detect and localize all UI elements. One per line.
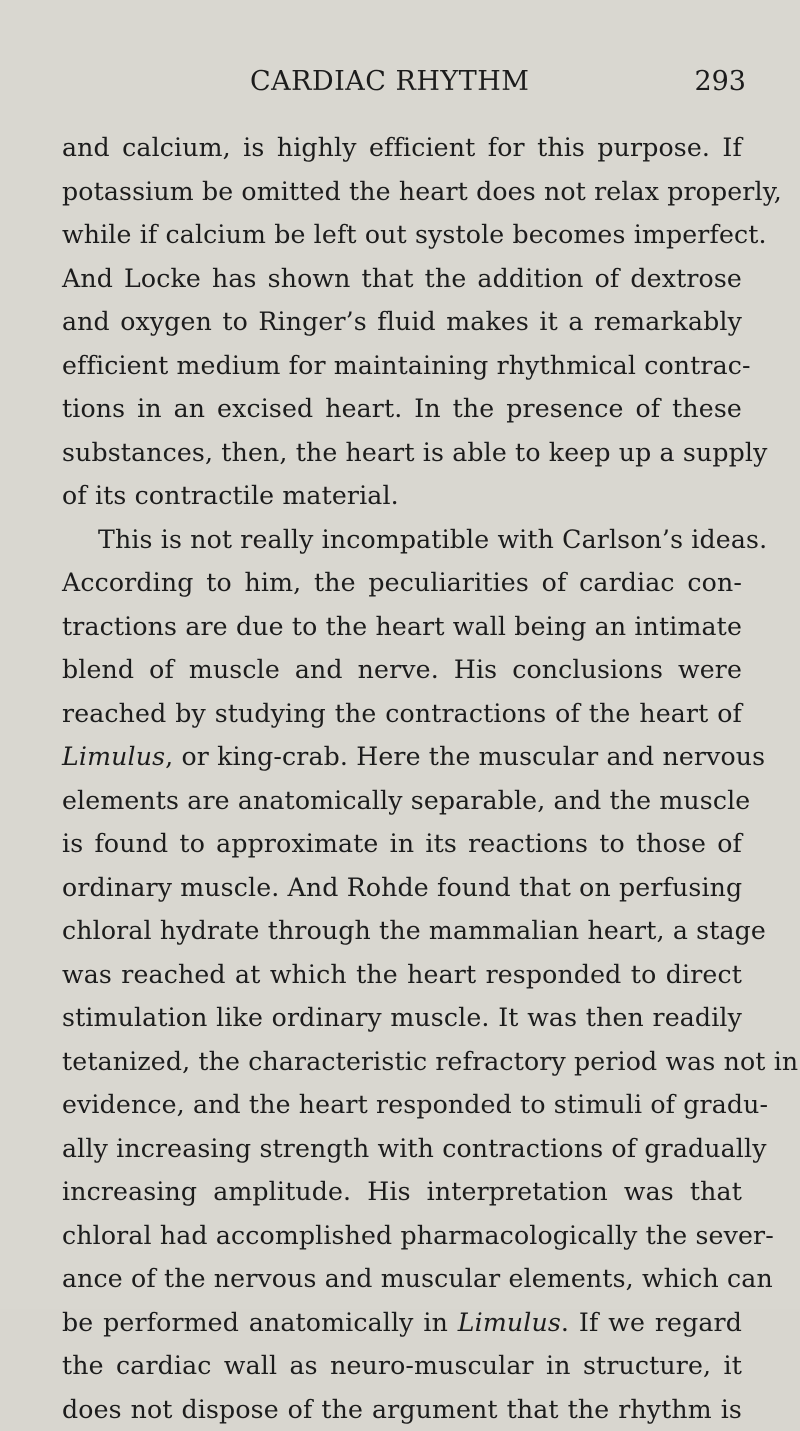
- page-header: [62, 66, 746, 106]
- text-line-with-italic: [62, 735, 742, 779]
- text-line: was reached at which the heart responded to direct: [62, 953, 742, 997]
- body-text: [62, 126, 742, 1431]
- italic-term-limulus: Limulus: [458, 1308, 561, 1337]
- text-line: chloral had accomplished pharmacologically the sever-: [62, 1214, 742, 1258]
- text-line: chloral hydrate through the mammalian heart, a stage: [62, 909, 742, 953]
- text-line-with-italic: [62, 1301, 742, 1345]
- text-line: substances, then, the heart is able to keep up a supply: [62, 431, 742, 475]
- text-line: elements are anatomically separable, and the muscle: [62, 779, 742, 823]
- text-line: And Locke has shown that the addition of dextrose: [62, 257, 742, 301]
- text-line: is found to approximate in its reactions to those of: [62, 822, 742, 866]
- text-line: stimulation like ordinary muscle. It was then readily: [62, 996, 742, 1040]
- text-line: the cardiac wall as neuro-muscular in structure, it: [62, 1344, 742, 1388]
- running-head: CARDIAC RHYTHM: [250, 66, 529, 97]
- text-line: reached by studying the contractions of the heart of: [62, 692, 742, 736]
- text-line-paragraph-end: of its contractile material.: [62, 474, 742, 518]
- text-line: while if calcium be left out systole becomes imperfect.: [62, 213, 742, 257]
- text-line: efficient medium for maintaining rhythmical contrac-: [62, 344, 742, 388]
- text-line: tetanized, the characteristic refractory period was not in: [62, 1040, 742, 1084]
- page-number: 293: [694, 66, 746, 97]
- text-line: ordinary muscle. And Rohde found that on perfusing: [62, 866, 742, 910]
- text-line: tions in an excised heart. In the presence of these: [62, 387, 742, 431]
- text-line: does not dispose of the argument that the rhythm is: [62, 1388, 742, 1431]
- text-line: blend of muscle and nerve. His conclusions were: [62, 648, 742, 692]
- text-line: and oxygen to Ringer’s fluid makes it a remarkably: [62, 300, 742, 344]
- line-pre: be performed anatomically in: [62, 1308, 458, 1337]
- line-post: , or king-crab. Here the muscular and nervous: [165, 742, 765, 771]
- line-post: . If we regard: [561, 1308, 742, 1337]
- italic-term-limulus: Limulus: [62, 742, 165, 771]
- text-line: tractions are due to the heart wall being an intimate: [62, 605, 742, 649]
- text-line: evidence, and the heart responded to stimuli of gradu-: [62, 1083, 742, 1127]
- text-line: increasing amplitude. His interpretation was that: [62, 1170, 742, 1214]
- text-line: ance of the nervous and muscular elements, which can: [62, 1257, 742, 1301]
- text-line: According to him, the peculiarities of cardiac con-: [62, 561, 742, 605]
- text-line: potassium be omitted the heart does not relax properly,: [62, 170, 742, 214]
- text-line-paragraph-start: This is not really incompatible with Carlson’s ideas.: [62, 518, 742, 562]
- text-line: ally increasing strength with contractions of gradually: [62, 1127, 742, 1171]
- text-line: and calcium, is highly efficient for this purpose. If: [62, 126, 742, 170]
